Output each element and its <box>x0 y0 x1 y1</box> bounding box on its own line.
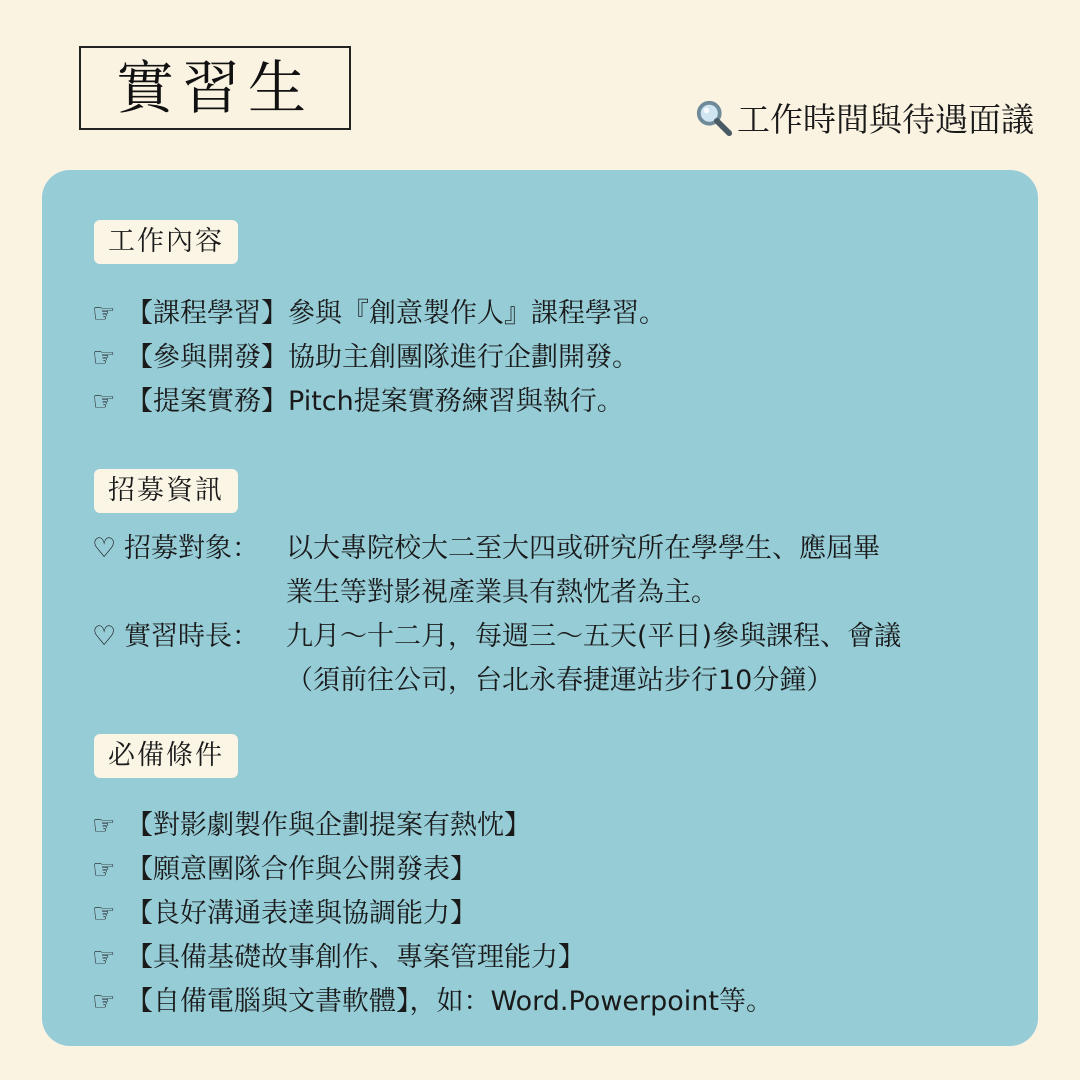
pointing-hand-icon: ☞ <box>92 987 116 1017</box>
info-label: 招募對象： <box>124 533 259 564</box>
recruit-list <box>92 527 901 703</box>
section-heading-work: 工作內容 <box>94 220 238 264</box>
info-line: 九月～十二月，每週三～五天(平日)參與課程、會議 <box>286 621 902 652</box>
list-item: ☞ 【參與開發】協助主創團隊進行企劃開發。 <box>92 336 666 380</box>
info-line: （須前往公司，台北永春捷運站步行10分鐘） <box>286 665 834 696</box>
list-item: ☞ 【良好溝通表達與協調能力】 <box>92 892 773 936</box>
info-line: 以大專院校大二至大四或研究所在學學生、應屆畢 <box>286 533 880 564</box>
pointing-hand-icon: ☞ <box>92 811 116 841</box>
info-label: 實習時長： <box>124 621 259 652</box>
recruit-item-target <box>92 527 901 615</box>
page-title: 實習生 <box>115 54 314 122</box>
magnifying-glass-icon <box>695 99 733 137</box>
list-item: ☞ 【具備基礎故事創作、專案管理能力】 <box>92 936 773 980</box>
requirements-list <box>92 804 773 1024</box>
list-item: ☞ 【對影劇製作與企劃提案有熱忱】 <box>92 804 773 848</box>
content-panel <box>42 170 1038 1046</box>
pointing-hand-icon: ☞ <box>92 899 116 929</box>
info-line: 業生等對影視產業具有熱忱者為主。 <box>286 577 718 608</box>
work-list <box>92 292 666 424</box>
title-box <box>79 46 351 130</box>
section-heading-requirements: 必備條件 <box>94 734 238 778</box>
heart-icon: ♡ <box>92 533 117 564</box>
pointing-hand-icon: ☞ <box>92 855 116 885</box>
list-item: ☞ 【課程學習】參與『創意製作人』課程學習。 <box>92 292 666 336</box>
list-item: ☞ 【提案實務】Pitch提案實務練習與執行。 <box>92 380 666 424</box>
subtitle-text: 工作時間與待遇面議 <box>737 100 1034 139</box>
pointing-hand-icon: ☞ <box>92 943 116 973</box>
section-heading-recruit: 招募資訊 <box>94 469 238 513</box>
list-item: ☞ 【自備電腦與文書軟體】，如：Word.Powerpoint等。 <box>92 980 773 1024</box>
heart-icon: ♡ <box>92 621 117 652</box>
pointing-hand-icon: ☞ <box>92 343 116 373</box>
list-item: ☞ 【願意團隊合作與公開發表】 <box>92 848 773 892</box>
recruit-item-duration <box>92 615 901 703</box>
subtitle <box>695 94 1034 141</box>
pointing-hand-icon: ☞ <box>92 299 116 329</box>
pointing-hand-icon: ☞ <box>92 387 116 417</box>
